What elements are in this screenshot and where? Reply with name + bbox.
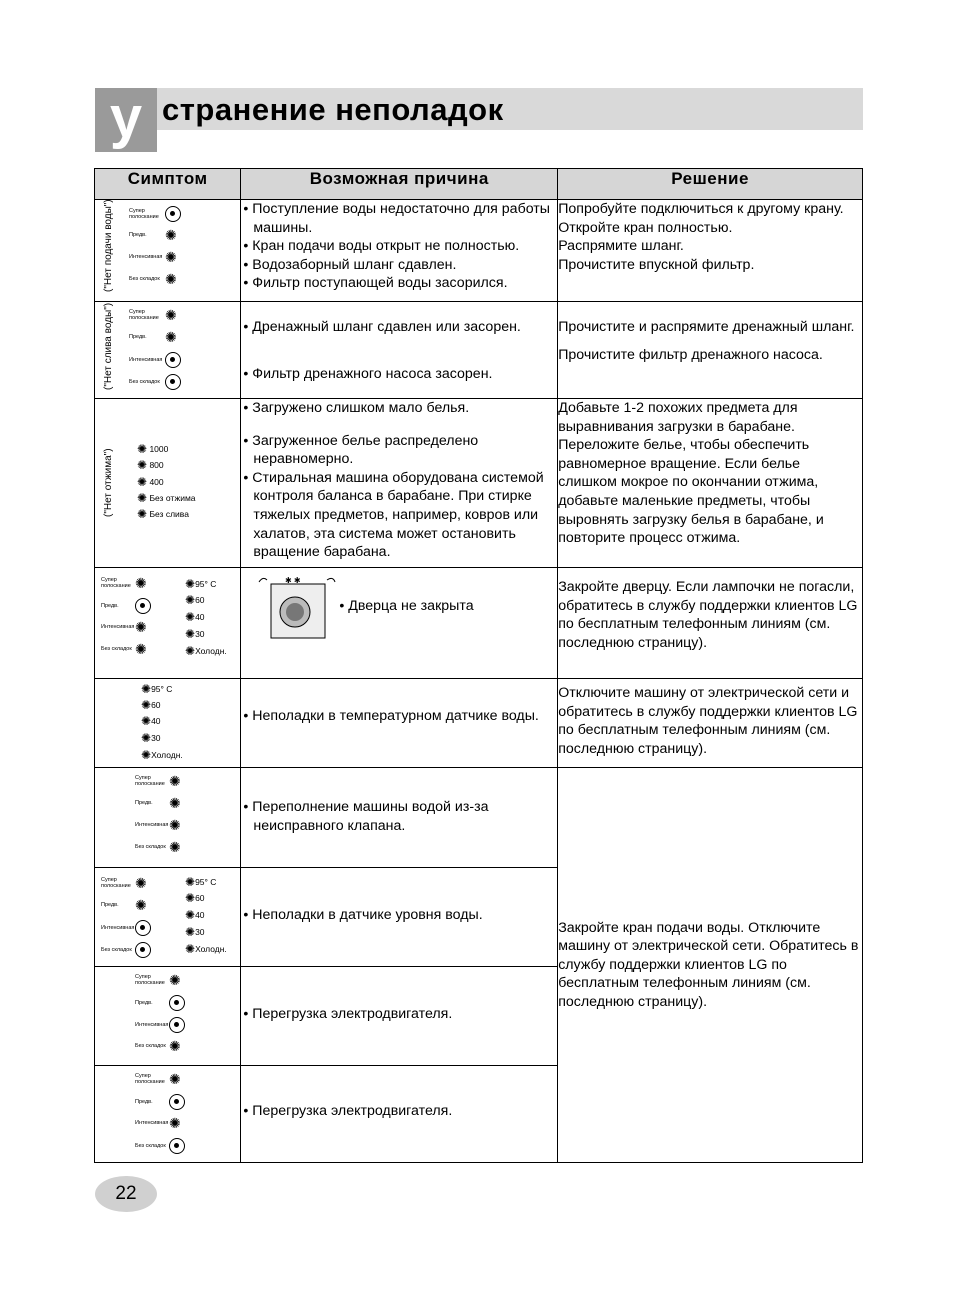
led-label: 30 — [195, 629, 205, 639]
symptom-label: ("Нет слива воды") — [103, 302, 114, 390]
led-blink-icon: ✺ — [135, 619, 147, 635]
led-blink-icon: ✺ — [169, 773, 181, 789]
solution-cell — [558, 200, 863, 302]
led-label: Интенсивная — [135, 1120, 169, 1126]
symptom-cell — [95, 768, 241, 868]
header-solution: Решение — [558, 169, 863, 200]
cause-item: • Загружено слишком мало белья. — [243, 400, 470, 416]
led-label: Без отжима — [149, 493, 196, 503]
symptom-cell — [95, 200, 241, 302]
solution-item: Прочистите фильтр дренажного насоса. — [558, 346, 823, 363]
led-label: Без складок — [135, 844, 166, 850]
solution-item: Отключите машину от электрической сети и обратитесь в службу поддержки клиентов LG по бесплатным телефонным линиям (см. последнюю страницу). — [558, 685, 858, 757]
led-label: Супер полоскание — [101, 577, 131, 589]
led-blink-icon: ✺ — [185, 908, 196, 922]
cause-item: • Переполнение машины водой из-за неисправного клапана. — [243, 799, 489, 834]
led-blink-icon: ✺ — [141, 682, 152, 696]
cause-item: • Неполадки в датчике уровня воды. — [243, 907, 483, 923]
led-blink-icon: ✺ — [185, 577, 196, 591]
cause-item: • Фильтр поступающей воды засорился. — [243, 275, 508, 292]
solution-item: Попробуйте подключиться к другому крану. — [558, 201, 844, 217]
led-blink-icon: ✺ — [185, 644, 196, 658]
table-row — [95, 399, 863, 568]
cause-item: • Фильтр дренажного насоса засорен. — [243, 365, 493, 382]
table-row — [95, 200, 863, 302]
led-blink-icon: ✺ — [169, 795, 181, 811]
led-label: 95° C — [151, 684, 173, 694]
led-label: Супер полоскание — [135, 974, 165, 986]
led-blink-icon: ✺ — [165, 271, 177, 287]
cause-item: • Водозаборный шланг сдавлен. — [243, 256, 457, 273]
led-label: 30 — [151, 733, 161, 743]
led-label: Интенсивная — [129, 254, 163, 260]
table-row — [95, 679, 863, 768]
cause-item: • Кран подачи воды открыт не полностью. — [243, 238, 520, 255]
led-label: Без складок — [129, 276, 160, 282]
solution-item: Прочистите и распрямите дренажный шланг. — [558, 319, 855, 335]
led-blink-icon: ✺ — [137, 475, 148, 489]
led-blink-icon: ✺ — [165, 329, 177, 345]
led-label: Без складок — [135, 1043, 166, 1049]
led-blink-icon: ✺ — [185, 610, 196, 624]
led-label: 60 — [151, 700, 161, 710]
led-label: Предв. — [101, 603, 119, 609]
led-label: Предв. — [129, 334, 147, 340]
led-label: Без слива — [149, 509, 189, 519]
cause-item: • Неполадки в температурном датчике воды. — [243, 708, 539, 724]
header-cause: Возможная причина — [241, 169, 558, 200]
led-blink-icon: ✺ — [169, 1115, 181, 1131]
led-label: Супер полоскание — [101, 877, 131, 889]
header-symptom: Симптом — [95, 169, 241, 200]
led-knob-icon — [165, 374, 181, 390]
solution-cell — [558, 568, 863, 679]
symptom-cell — [95, 568, 241, 679]
led-label: Холодн. — [195, 646, 227, 656]
symptom-cell — [95, 679, 241, 768]
symptom-label: ("Нет отжима") — [103, 448, 114, 517]
cause-item: • Стиральная машина оборудована системой контроля баланса в барабане. При стирке тяжелых предметов, например, ковров или халатов, эта система может остановить вращение барабана. — [243, 469, 544, 561]
cause-cell — [241, 200, 558, 302]
led-blink-icon: ✺ — [169, 817, 181, 833]
led-knob-icon — [135, 942, 151, 958]
led-label: Без складок — [129, 379, 160, 385]
led-blink-icon: ✺ — [169, 1071, 181, 1087]
cause-cell — [241, 302, 558, 399]
led-label: 800 — [149, 460, 164, 470]
solution-cell — [558, 399, 863, 568]
solution-item: Добавьте 1-2 похожих предмета для выравнивания загрузки в барабане. Переложите белье, чтобы обеспечить равномерное вращение. Если белье слишком мокрое по окончании отжима, добавьте маленькие предметы, чтобы выровнять загрузку белья в барабане, и повторите процесс отжима. — [558, 400, 824, 547]
led-label: Интенсивная — [101, 624, 135, 630]
led-blink-icon: ✺ — [185, 875, 196, 889]
cause-cell — [241, 967, 558, 1066]
solution-item: Откройте кран полностью. — [558, 219, 733, 236]
led-blink-icon: ✺ — [135, 575, 147, 591]
table-header-row — [95, 169, 863, 200]
led-label: Супер полоскание — [135, 1073, 165, 1085]
led-label: Без складок — [101, 947, 132, 953]
cause-item: • Поступление воды недостаточно для работы машины. — [243, 201, 550, 236]
led-blink-icon: ✺ — [141, 714, 152, 728]
cause-item: • Перегрузка электродвигателя. — [243, 1103, 453, 1119]
led-label: Интенсивная — [135, 822, 169, 828]
solution-cell-shared — [558, 768, 863, 1163]
led-knob-icon — [169, 995, 185, 1011]
led-blink-icon: ✺ — [165, 249, 177, 265]
led-label: Холодн. — [151, 750, 183, 760]
solution-item: Прочистите впускной фильтр. — [558, 256, 755, 273]
table-row — [95, 568, 863, 679]
led-blink-icon: ✺ — [135, 897, 147, 913]
symptom-label: ("Нет подачи воды") — [103, 199, 114, 292]
solution-item: Распрямите шланг. — [558, 238, 684, 255]
cause-cell — [241, 1066, 558, 1163]
led-label: 95° C — [195, 579, 217, 589]
led-label: Без складок — [135, 1143, 166, 1149]
led-blink-icon: ✺ — [137, 442, 148, 456]
led-label: Предв. — [101, 902, 119, 908]
led-label: Предв. — [135, 1099, 153, 1105]
symptom-cell — [95, 399, 241, 568]
led-label: Предв. — [129, 232, 147, 238]
led-label: Холодн. — [195, 944, 227, 954]
led-label: 60 — [195, 893, 205, 903]
cause-cell — [241, 679, 558, 768]
led-knob-icon — [165, 352, 181, 368]
led-blink-icon: ✺ — [141, 698, 152, 712]
led-knob-icon — [135, 598, 151, 614]
page-number: 22 — [95, 1176, 157, 1212]
cause-cell — [241, 399, 558, 568]
cause-cell — [241, 568, 558, 679]
led-label: 95° C — [195, 877, 217, 887]
table-row — [95, 768, 863, 868]
led-blink-icon: ✺ — [185, 593, 196, 607]
washer-door-icon — [255, 574, 339, 640]
led-blink-icon: ✺ — [135, 875, 147, 891]
led-knob-icon — [169, 1138, 185, 1154]
led-label: 30 — [195, 927, 205, 937]
led-label: Интенсивная — [135, 1022, 169, 1028]
led-blink-icon: ✺ — [185, 891, 196, 905]
cause-item: • Дренажный шланг сдавлен или засорен. — [243, 319, 521, 335]
led-knob-icon — [135, 920, 151, 936]
solution-cell — [558, 302, 863, 399]
cause-item: • Перегрузка электродвигателя. — [243, 1006, 453, 1022]
led-label: Интенсивная — [101, 925, 135, 931]
led-knob-icon — [165, 206, 181, 222]
troubleshooting-table — [94, 168, 863, 1163]
led-label: Супер полоскание — [135, 775, 165, 787]
led-blink-icon: ✺ — [137, 458, 148, 472]
cause-cell — [241, 768, 558, 868]
led-label: Без складок — [101, 646, 132, 652]
led-label: Предв. — [135, 1000, 153, 1006]
led-label: 60 — [195, 595, 205, 605]
led-blink-icon: ✺ — [137, 491, 148, 505]
led-blink-icon: ✺ — [135, 641, 147, 657]
led-blink-icon: ✺ — [137, 507, 148, 521]
led-label: 40 — [195, 612, 205, 622]
led-blink-icon: ✺ — [141, 731, 152, 745]
led-blink-icon: ✺ — [185, 627, 196, 641]
led-label: Интенсивная — [129, 357, 163, 363]
led-label: Предв. — [135, 800, 153, 806]
led-blink-icon: ✺ — [165, 227, 177, 243]
led-blink-icon: ✺ — [169, 972, 181, 988]
solution-item: Закройте дверцу. Если лампочки не погасли, обратитесь в службу поддержки клиентов LG по бесплатным телефонным линиям (см. последнюю страницу). — [558, 579, 858, 651]
led-blink-icon: ✺ — [169, 1038, 181, 1054]
led-label: Супер полоскание — [129, 309, 159, 321]
led-knob-icon — [169, 1017, 185, 1033]
led-label: 400 — [149, 477, 164, 487]
led-blink-icon: ✺ — [169, 839, 181, 855]
led-blink-icon: ✺ — [185, 925, 196, 939]
solution-cell — [558, 679, 863, 768]
led-label: 40 — [195, 910, 205, 920]
led-blink-icon: ✺ — [165, 307, 177, 323]
table-row — [95, 302, 863, 399]
led-knob-icon — [169, 1094, 185, 1110]
cause-item: • Загруженное белье распределено неравномерно. — [243, 432, 479, 468]
led-label: 40 — [151, 716, 161, 726]
svg-text:✱ ✱: ✱ ✱ — [285, 576, 302, 585]
led-blink-icon: ✺ — [185, 942, 196, 956]
led-blink-icon: ✺ — [141, 748, 152, 762]
cause-cell — [241, 868, 558, 967]
led-label: Супер полоскание — [129, 208, 159, 220]
title-initial-letter: у — [95, 88, 157, 152]
solution-item: Закройте кран подачи воды. Отключите машину от электрической сети. Обратитесь в службу поддержки клиентов LG по бесплатным телефонным линиям (см. последнюю страницу). — [558, 919, 859, 1010]
cause-item: • Дверца не закрыта — [339, 598, 474, 614]
page-title: странение неполадок — [162, 92, 504, 127]
symptom-cell — [95, 967, 241, 1066]
symptom-cell — [95, 302, 241, 399]
led-label: 1000 — [149, 444, 169, 454]
symptom-cell — [95, 1066, 241, 1163]
symptom-cell — [95, 868, 241, 967]
